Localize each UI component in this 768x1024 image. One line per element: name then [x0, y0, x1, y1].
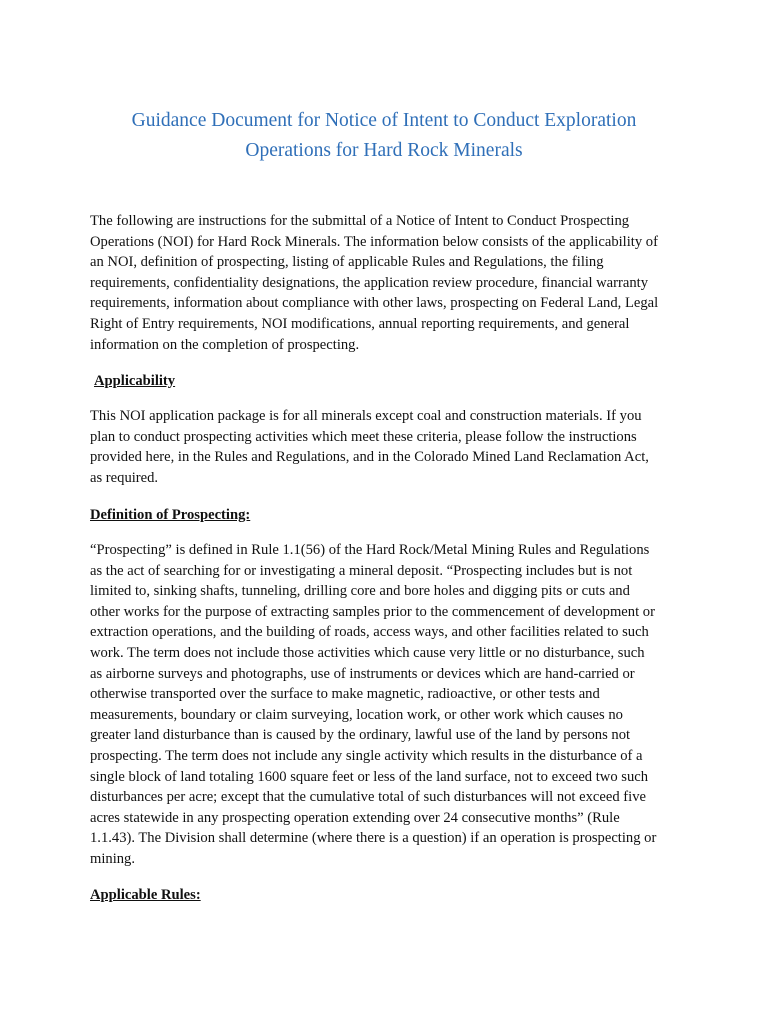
text-line: disturbances per acre; except that the cumulative total of such disturbances will not exceed five: [90, 789, 646, 806]
text-line: as the act of searching for or investigating a mineral deposit. “Prospecting includes but is not: [90, 562, 633, 579]
text-line: provided here, in the Rules and Regulations, and in the Colorado Mined Land Reclamation Act,: [90, 449, 649, 466]
text-line: measurements, boundary or claim surveying, location work, or other work which causes no: [90, 706, 623, 723]
document-title: [90, 106, 678, 166]
text-line: otherwise transported over the surface to make magnetic, radioactive, or other tests and: [90, 686, 600, 703]
text-line: other works for the purpose of extracting samples prior to the commencement of development or: [90, 603, 655, 620]
definition-heading: Definition of Prospecting:: [90, 507, 251, 523]
text-line: greater land disturbance than is caused by the ordinary, lawful use of the land by persons not: [90, 727, 631, 744]
text-line: limited to, sinking shafts, tunneling, drilling core and bore holes and digging pits or cuts and: [90, 583, 630, 600]
text-line: an NOI, definition of prospecting, listing of applicable Rules and Regulations, the filing: [90, 254, 604, 271]
text-line: mining.: [90, 850, 135, 867]
applicable-rules-heading: Applicable Rules:: [90, 887, 201, 903]
title-line: Guidance Document for Notice of Intent to Conduct Exploration: [131, 110, 637, 131]
intro-paragraph: [90, 211, 690, 355]
text-line: Operations (NOI) for Hard Rock Minerals. The information below consists of the applicability of: [90, 233, 658, 250]
text-line: This NOI application package is for all minerals except coal and construction materials. If you: [90, 408, 642, 424]
definition-paragraph: [90, 540, 690, 870]
applicability-heading: Applicability: [94, 373, 176, 389]
text-line: Right of Entry requirements, NOI modifications, annual reporting requirements, and general: [90, 315, 630, 332]
text-line: as airborne surveys and photographs, use of instruments or devices which are hand-carried or: [90, 665, 635, 682]
text-line: The following are instructions for the submittal of a Notice of Intent to Conduct Prospecting: [90, 213, 630, 229]
applicability-paragraph: [90, 406, 690, 488]
text-line: extraction operations, and the building of roads, access ways, and other facilities related to such: [90, 624, 649, 641]
text-line: single block of land totaling 1600 square feet or less of the land surface, not to exceed two such: [90, 768, 649, 785]
text-line: information on the completion of prospecting.: [90, 336, 360, 353]
text-line: requirements, information about compliance with other laws, prospecting on Federal Land, Legal: [90, 295, 659, 312]
text-line: acres statewide in any prospecting operation extending over 24 consecutive months” (Rule: [90, 809, 620, 826]
text-line: 1.1.43). The Division shall determine (where there is a question) if an operation is prospecting or: [90, 830, 657, 847]
text-line: as required.: [90, 469, 159, 486]
text-line: prospecting. The term does not include any single activity which results in the disturbance of a: [90, 747, 643, 764]
text-line: requirements, confidentiality designations, the application review procedure, financial warranty: [90, 274, 649, 291]
text-line: plan to conduct prospecting activities which meet these criteria, please follow the instructions: [90, 428, 637, 445]
text-line: work. The term does not include those activities which cause very little or no disturbance, such: [90, 644, 645, 661]
text-line: “Prospecting” is defined in Rule 1.1(56) of the Hard Rock/Metal Mining Rules and Regulations: [90, 542, 650, 558]
title-line: Operations for Hard Rock Minerals: [245, 140, 523, 161]
